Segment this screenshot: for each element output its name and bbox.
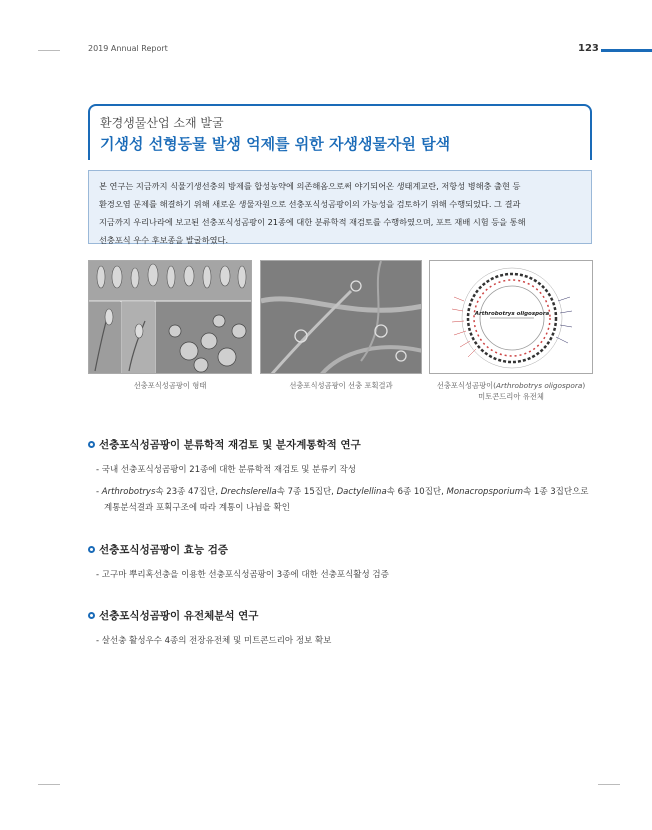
caption-text: 미토콘드리아 유전체 xyxy=(478,392,544,401)
circle-bullet-icon xyxy=(88,441,95,448)
section-heading xyxy=(88,437,361,452)
summary-line: 환경오염 문제를 해결하기 위해 새로운 생물자원으로 선충포식성곰팡이의 가능성을 검토하기 위해 수행되었다. 그 결과 xyxy=(99,199,521,209)
summary-line: 선충포식 우수 후보종을 발굴하였다. xyxy=(99,235,229,245)
summary-line: 본 연구는 지금까지 식물기생선충의 방제를 합성농약에 의존해옴으로써 야기되어온 생태계교란, 저항성 병해충 출현 등 xyxy=(99,181,521,191)
report-title: 2019 Annual Report xyxy=(88,44,168,53)
page-number: 123 xyxy=(578,43,599,54)
item-text: 계통분석결과 포획구조에 따라 계통이 나뉨을 확인 xyxy=(104,503,290,513)
list-item: - 살선충 활성우수 4종의 전장유전체 및 미트콘드리아 정보 확보 xyxy=(96,636,332,646)
section-heading xyxy=(88,542,228,557)
summary-line: 지금까지 우리나라에 보고된 선충포식성곰팡이 21종에 대한 분류학적 재검토를 수행하였으며, 포트 재배 시험 등을 통해 xyxy=(99,217,526,227)
section-heading-text: 선충포식성곰팡이 효능 검증 xyxy=(99,544,229,556)
section-heading xyxy=(88,608,258,623)
section-heading-text: 선충포식성곰팡이 유전체분석 연구 xyxy=(99,610,259,622)
item-text: 속 7종 15집단, xyxy=(276,487,337,497)
section-heading-text: 선충포식성곰팡이 분류학적 재검토 및 분자계통학적 연구 xyxy=(99,439,361,451)
figure-caption: 선충포식성곰팡이 선충 포획결과 xyxy=(289,381,393,390)
list-item: - 국내 선충포식성곰팡이 21종에 대한 분류학적 재검토 및 분류키 작성 xyxy=(96,465,356,475)
item-text: 속 1종 3집단으로 xyxy=(523,487,589,497)
list-item xyxy=(96,484,589,516)
header-rule-left xyxy=(38,50,60,51)
caption-species: Arthrobotrys oligospora xyxy=(496,381,583,390)
category-title: 환경생물산업 소재 발굴 xyxy=(100,116,224,130)
item-text: 속 6종 10집단, xyxy=(386,487,447,497)
item-text: 속 23종 47집단, xyxy=(155,487,221,497)
nematode-capture-photo xyxy=(260,260,422,374)
circle-bullet-icon xyxy=(88,612,95,619)
genus-name: Monacropsporium xyxy=(446,487,523,497)
genome-map-label: Arthrobotrys oligospora xyxy=(474,311,550,317)
list-item: - 고구마 뿌리혹선충을 이용한 선충포식성곰팡이 3종에 대한 선충포식활성 검증 xyxy=(96,570,389,580)
mitochondrial-genome-map xyxy=(429,260,593,374)
main-title: 기생성 선형동물 발생 억제를 위한 자생생물자원 탐색 xyxy=(100,135,451,153)
caption-text: ) xyxy=(582,381,586,390)
footer-rule-left xyxy=(38,784,60,785)
summary-box xyxy=(88,170,592,244)
caption-text: 선충포식성곰팡이( xyxy=(436,381,497,390)
genus-name: Dactylellina xyxy=(336,487,387,497)
dash: - xyxy=(96,487,102,497)
fungi-morphology-photo xyxy=(88,260,252,374)
genus-name: Arthrobotrys xyxy=(101,487,156,497)
circle-bullet-icon xyxy=(88,546,95,553)
genus-name: Drechslerella xyxy=(220,487,277,497)
figure-caption: 선충포식성곰팡이 형태 xyxy=(133,381,207,390)
footer-rule-right xyxy=(598,784,620,785)
figure-caption xyxy=(429,380,593,402)
header-accent-bar xyxy=(601,49,652,52)
